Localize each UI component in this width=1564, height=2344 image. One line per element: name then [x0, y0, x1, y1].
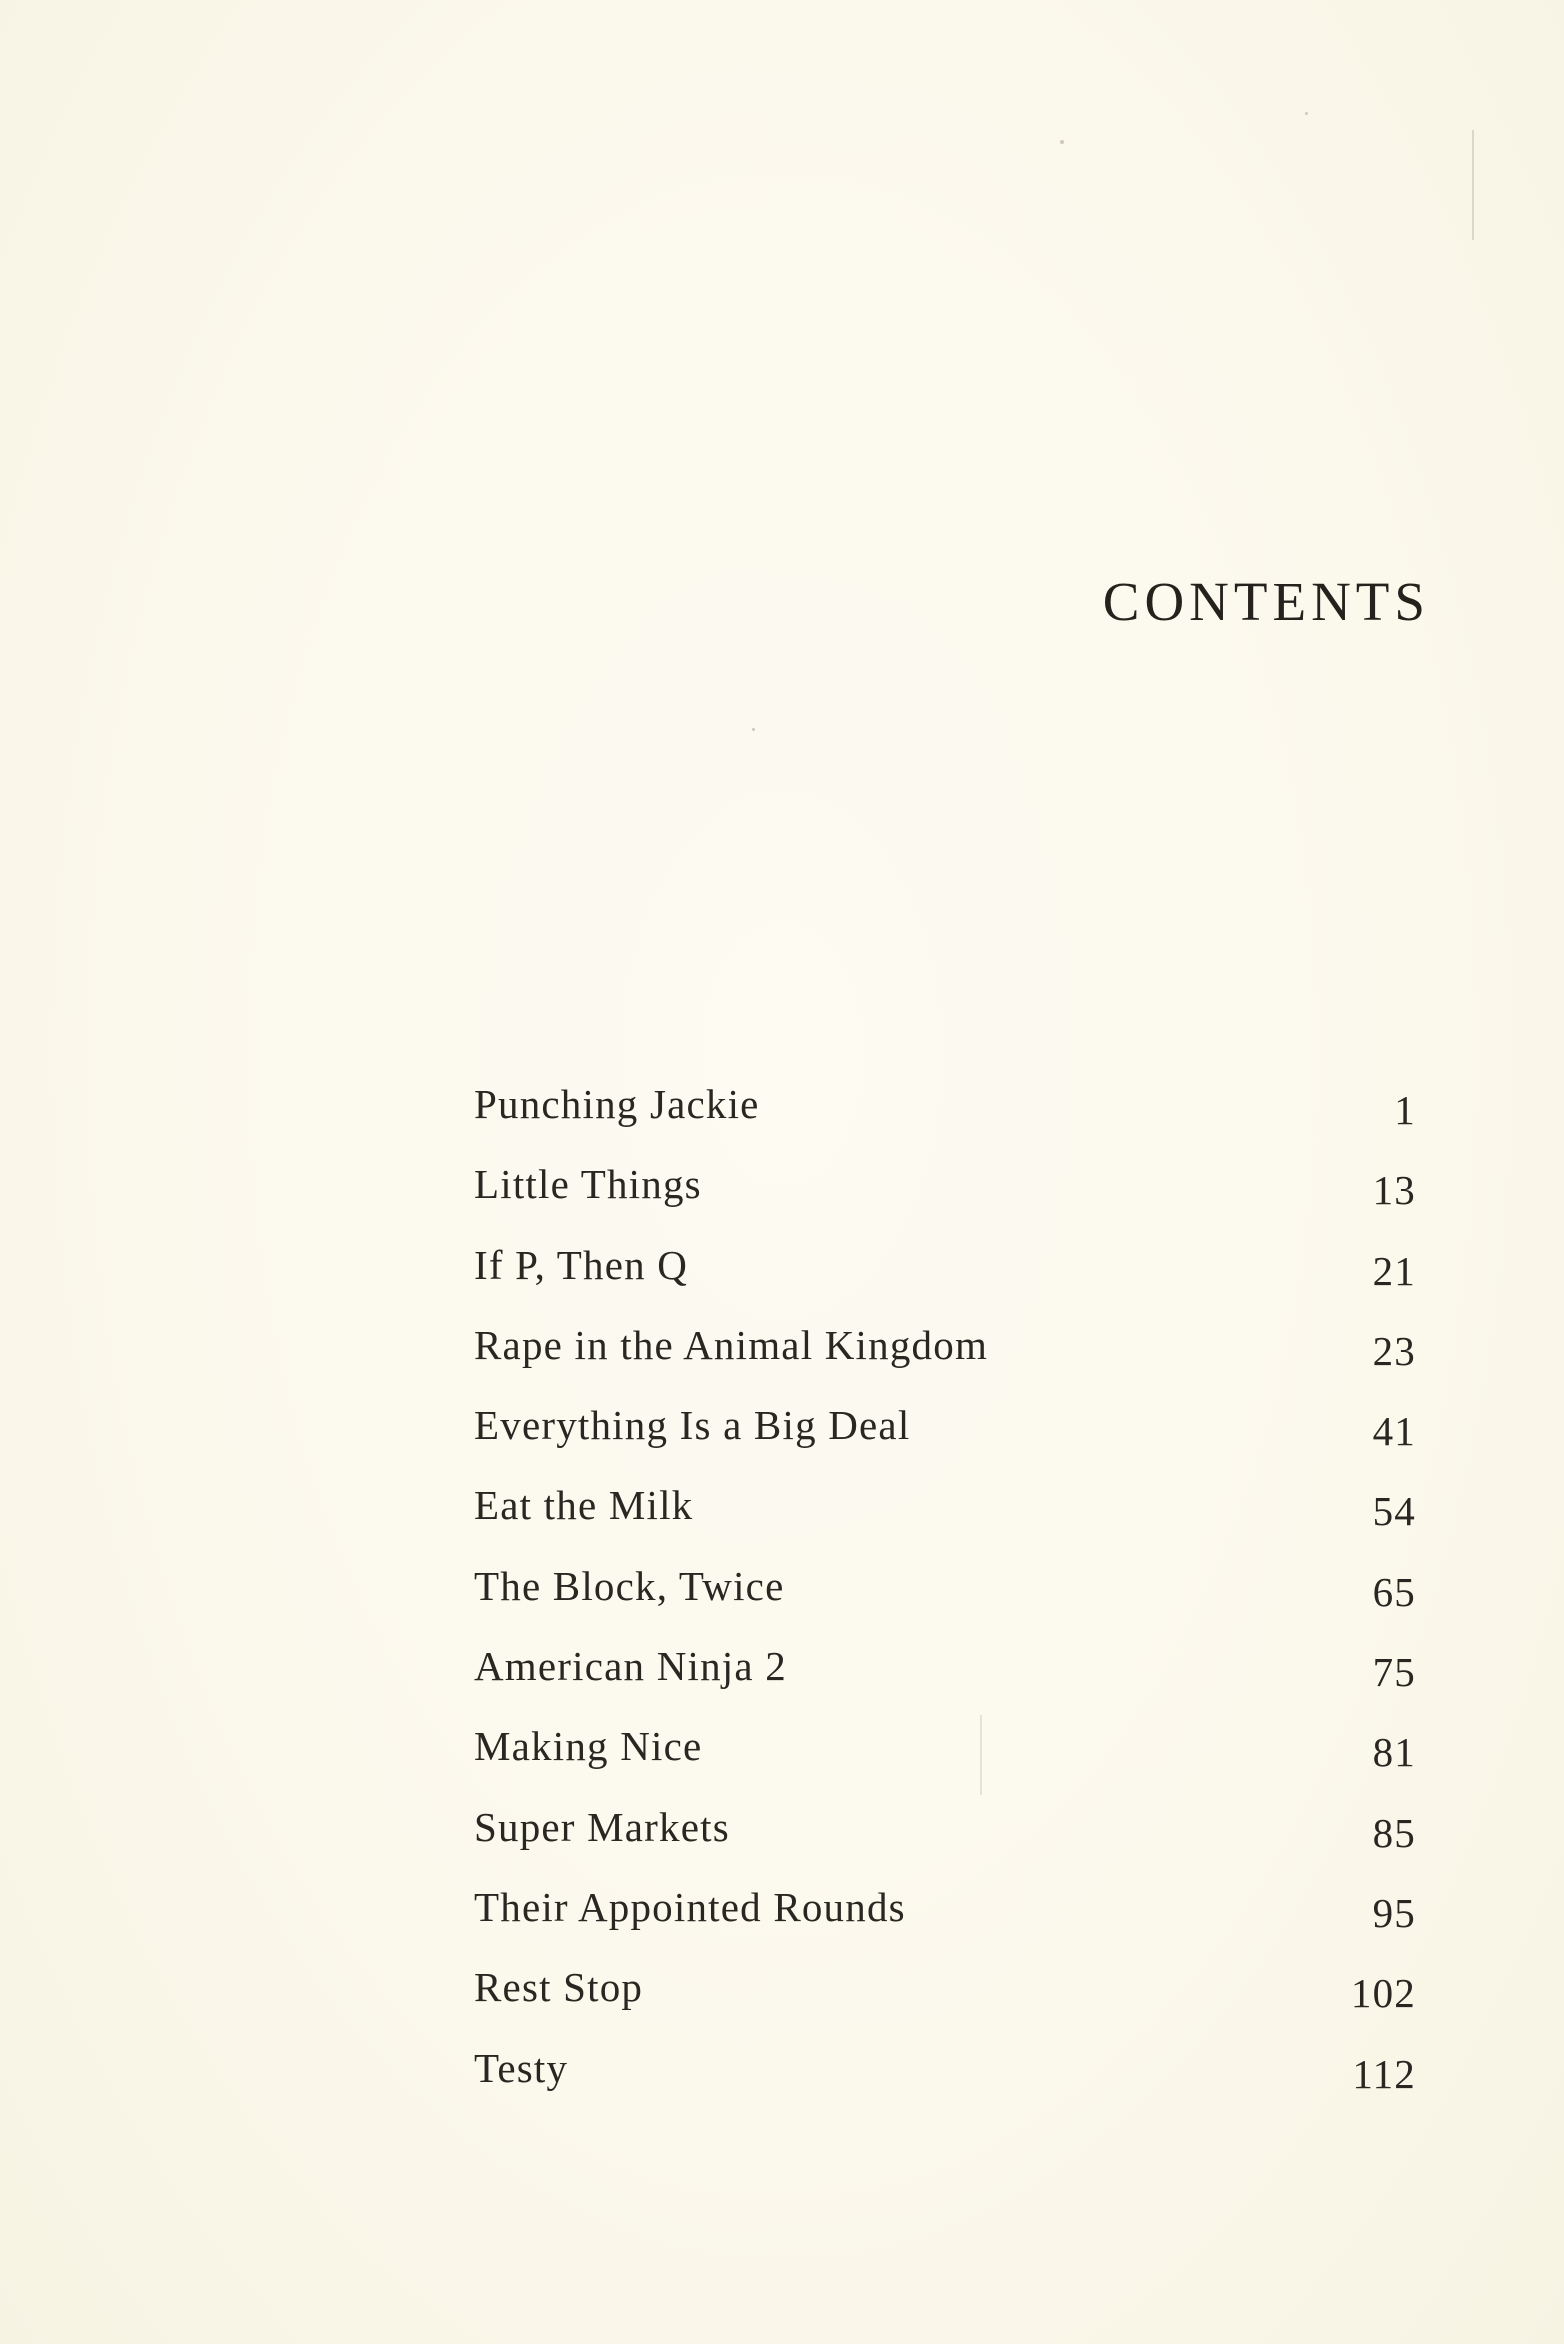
- toc-entry[interactable]: [470, 1481, 1420, 1561]
- toc-entry-page: 54: [1372, 1488, 1416, 1535]
- toc-entry-title: The Block, Twice: [474, 1562, 785, 1609]
- toc-entry[interactable]: [470, 1803, 1420, 1883]
- toc-entry-page: 75: [1372, 1649, 1416, 1696]
- toc-entry-page: 95: [1372, 1889, 1416, 1936]
- toc-entry-title: Eat the Milk: [474, 1482, 694, 1529]
- toc-entry-title: American Ninja 2: [474, 1643, 787, 1690]
- toc-entry[interactable]: [470, 2044, 1420, 2124]
- toc-entry-title: Everything Is a Big Deal: [474, 1402, 911, 1449]
- toc-entry-page: 65: [1372, 1568, 1416, 1615]
- paper-speck: [1305, 112, 1308, 115]
- toc-entry-title: Rest Stop: [474, 1964, 644, 2011]
- table-of-contents: [470, 1080, 1420, 2124]
- toc-entry-title: If P, Then Q: [474, 1241, 689, 1288]
- page-edge-mark: [1472, 130, 1474, 240]
- toc-entry[interactable]: [470, 1160, 1420, 1240]
- toc-entry[interactable]: [470, 1321, 1420, 1401]
- toc-entry-page: 85: [1372, 1809, 1416, 1856]
- page-title: CONTENTS: [1102, 571, 1430, 632]
- toc-entry[interactable]: [470, 1883, 1420, 1963]
- toc-entry-title: Rape in the Animal Kingdom: [474, 1321, 989, 1368]
- toc-entry-page: 41: [1372, 1408, 1416, 1455]
- toc-entry[interactable]: [470, 1080, 1420, 1160]
- toc-entry[interactable]: [470, 1401, 1420, 1481]
- toc-entry-title: Super Markets: [474, 1803, 730, 1850]
- toc-entry-title: Little Things: [474, 1161, 702, 1208]
- toc-entry-page: 81: [1372, 1729, 1416, 1776]
- toc-entry-page: 21: [1372, 1247, 1416, 1294]
- toc-entry-page: 1: [1394, 1087, 1416, 1133]
- toc-entry[interactable]: [470, 1642, 1420, 1722]
- toc-entry-page: 23: [1372, 1327, 1416, 1374]
- toc-entry-page: 13: [1372, 1167, 1416, 1214]
- paper-speck: [1060, 140, 1064, 144]
- toc-entry-title: Making Nice: [474, 1723, 703, 1770]
- toc-entry[interactable]: [470, 1562, 1420, 1642]
- toc-entry-title: Testy: [474, 2044, 569, 2091]
- toc-entry-title: Their Appointed Rounds: [474, 1883, 906, 1930]
- toc-entry-page: 112: [1352, 2050, 1416, 2097]
- toc-entry-title: Punching Jackie: [474, 1081, 760, 1127]
- toc-entry[interactable]: [470, 1241, 1420, 1321]
- toc-entry[interactable]: [470, 1722, 1420, 1802]
- toc-entry-page: 102: [1350, 1970, 1416, 2017]
- toc-entry[interactable]: [470, 1963, 1420, 2043]
- paper-speck: [752, 728, 755, 731]
